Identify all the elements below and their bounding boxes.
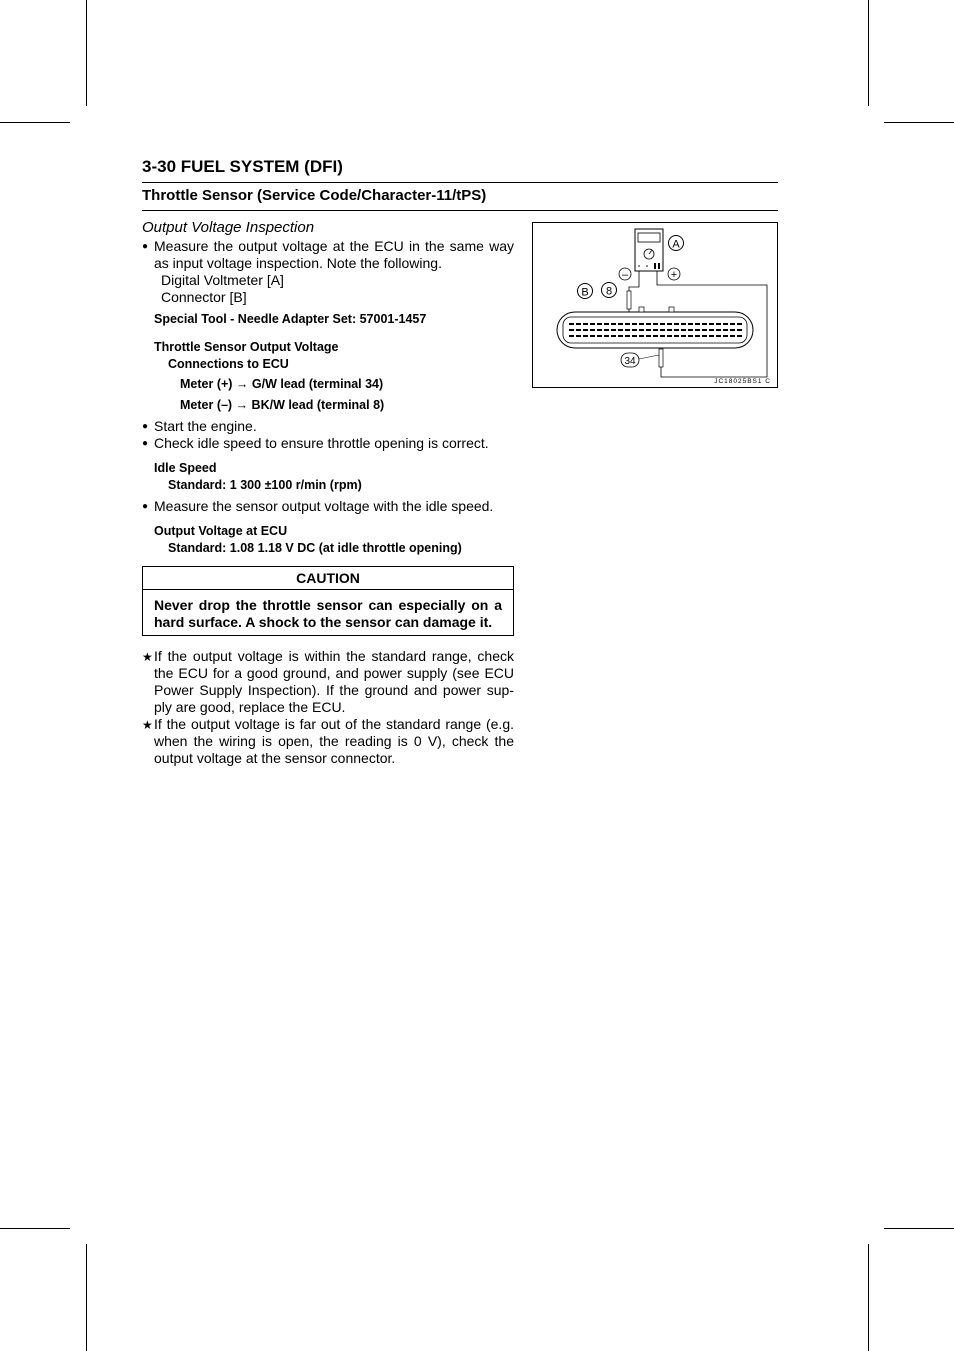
caution-text: Never drop the throttle sensor can especially on a hard surface. A shock to the sensor can damage it. [154, 597, 502, 630]
spec-meter-plus: Meter (+) → G/W lead (terminal 34) [180, 377, 384, 391]
callout-34-label: 34 [624, 356, 636, 367]
spec-title-output-voltage-ecu: Output Voltage at ECU [154, 524, 288, 538]
callout-a-label: A [672, 238, 680, 251]
needle-adapter-minus [627, 291, 631, 309]
bullet-text: Measure the output voltage at the ECU in the same way as input voltage inspection. Note the following. [154, 238, 514, 271]
star-icon: ★ [142, 718, 153, 732]
spec-title-idle-speed: Idle Speed [154, 461, 217, 475]
bullet-text: Start the engine. [154, 418, 257, 434]
spec-output-voltage-standard: Standard: 1.08 1.18 V DC (at idle throttle opening) [168, 541, 462, 555]
subheading-output-voltage-inspection: Output Voltage Inspection [142, 219, 315, 236]
list-item [142, 498, 514, 515]
crop-mark-bottom-right-vertical [868, 1244, 869, 1351]
item-digital-voltmeter: Digital Voltmeter [A] [161, 272, 284, 288]
spec-title-output-voltage: Throttle Sensor Output Voltage [154, 340, 339, 354]
caution-heading: CAUTION [143, 567, 513, 590]
crop-mark-bottom-right-horizontal [884, 1228, 954, 1229]
ecu-connector-icon [557, 307, 753, 348]
list-item [142, 648, 514, 716]
bullet-icon: ● [142, 438, 149, 449]
item-connector: Connector [B] [161, 289, 247, 305]
list-item [142, 435, 514, 452]
star-icon: ★ [142, 650, 153, 664]
callout-34-leader [639, 355, 659, 359]
page-header [142, 156, 778, 211]
result-text: If the output voltage is within the standard range, check the ECU for a good ground, and power supply (see ECU Power Supply Inspection). If the ground and power sup-ply are good, replace the ECU. [154, 648, 514, 715]
plus-label: + [670, 269, 678, 281]
bullet-icon: ● [142, 241, 149, 252]
callout-8-label: 8 [605, 285, 613, 298]
section-rule [142, 210, 778, 211]
section-title: Throttle Sensor (Service Code/Character-11/tPS) [142, 187, 487, 204]
crop-mark-bottom-left-vertical [86, 1244, 87, 1351]
figure-code: JC18025BS1 C [714, 378, 771, 385]
page-title: 3-30 FUEL SYSTEM (DFI) [142, 157, 343, 176]
needle-adapter-plus [659, 349, 663, 367]
bullet-text: Measure the sensor output voltage with the idle speed. [154, 498, 494, 514]
crop-mark-top-left-horizontal [0, 122, 70, 123]
bullet-icon: ● [142, 421, 149, 432]
header-rule [142, 182, 778, 183]
figure-voltmeter-connection [532, 222, 778, 388]
result-text: If the output voltage is far out of the standard range (e.g. when the wiring is open, the reading is 0 V), check the output voltage at the sensor connector. [154, 716, 514, 766]
crop-mark-top-left-vertical [86, 0, 87, 106]
list-item [142, 418, 514, 435]
crop-mark-bottom-left-horizontal [0, 1228, 70, 1229]
bullet-text: Check idle speed to ensure throttle opening is correct. [154, 435, 489, 451]
diagram-svg [533, 223, 779, 389]
minus-label: – [621, 269, 629, 281]
list-item [142, 238, 514, 272]
crop-mark-top-right-horizontal [884, 122, 954, 123]
digital-voltmeter-icon [635, 229, 663, 271]
callout-b-label: B [581, 286, 589, 299]
spec-idle-standard: Standard: 1 300 ±100 r/min (rpm) [168, 478, 362, 492]
spec-connections: Connections to ECU [168, 357, 289, 371]
caution-box [142, 566, 514, 636]
spec-meter-minus: Meter (–) → BK/W lead (terminal 8) [180, 398, 385, 412]
bullet-icon: ● [142, 501, 149, 512]
crop-mark-top-right-vertical [868, 0, 869, 106]
main-text-column [142, 218, 514, 767]
list-item [142, 716, 514, 767]
special-tool: Special Tool - Needle Adapter Set: 57001-1457 [154, 312, 427, 326]
